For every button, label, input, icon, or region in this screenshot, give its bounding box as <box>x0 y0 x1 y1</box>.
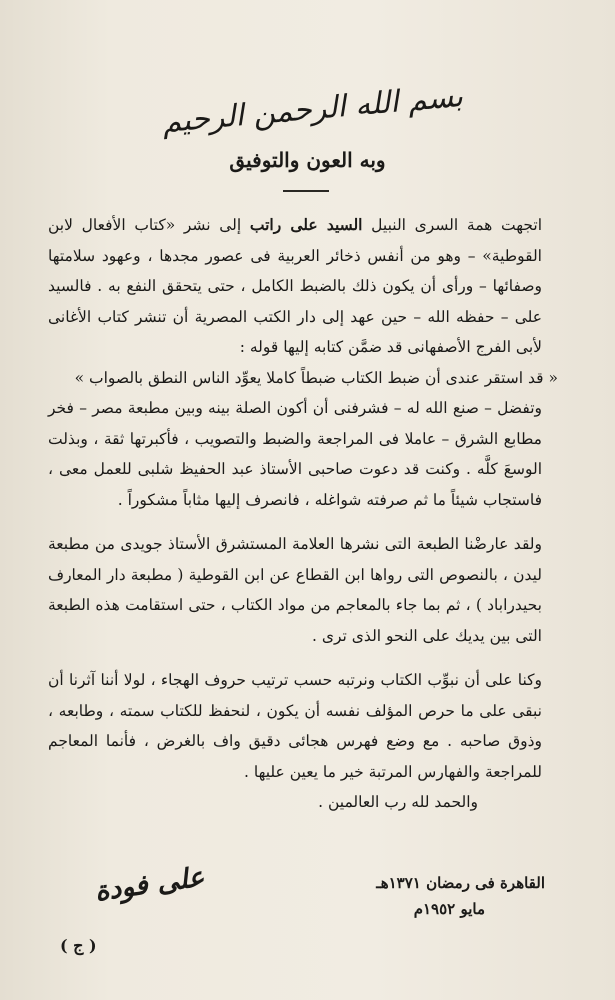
paragraph-1 <box>48 210 558 363</box>
place-date-line-1: القاهرة فى رمضان ١٣٧١هـ <box>376 874 545 892</box>
patron-name: السيد على راتب <box>249 215 363 234</box>
page-number: ( ج ) <box>60 936 97 955</box>
paragraph-3: ولقد عارضْنا الطبعة التى نشرها العلامة المستشرق الأستاذ جويدى من مطبعة ليدن ، بالنصوص التى رواها ابن القطاع عن ابن القوطية ( مطبعة دار المعارف بحيدراباد ) ، ثم بما جاء بالمعاجم من مواد الكتاب ، حتى استقامت هذه الطبعة التى بين يديك على النحو الذى ترى . <box>48 535 542 645</box>
place-date-line-2: مايو ١٩٥٢م <box>413 900 485 918</box>
place-date-block <box>345 870 545 922</box>
body-text <box>48 210 558 818</box>
author-signature: على فودة <box>92 860 207 908</box>
quote-line: « قد استقر عندى أن ضبط الكتاب ضبطاً كاملا يعوِّد الناس النطق بالصواب » <box>74 368 558 387</box>
paragraph-2: وتفضل – صنع الله له – فشرفنى أن أكون الصلة بينه وبين مطبعة مصر – فخر مطابع الشرق – عاملا فى المراجعة والضبط والتصويب ، فأكبرتها ثقة ، وبذلت الوسعَ كلَّه . وكنت قد دعوت صاحبى الأستاذ عبد الحفيظ شلبى للعمل معى ، فاستجاب شيئاً ما ثم صرفته شواغله ، فانصرف إليها مثاباً مشكوراً . <box>48 399 542 509</box>
paragraph-1-post: إلى نشر «كتاب الأفعال لابن القوطية» – وهو من أنفس ذخائر العربية فى عصور مجدها ، وعهود سلامتها وصفائها – ورأى أن يكون ذلك بالضبط الكامل ، حتى يتحقق النفع به . فالسيد على – حفظه الله – حين عهد إلى دار الكتب المصرية أن تنشر كتاب الأغانى لأبى الفرج الأصفهانى قد ضمَّن كتابه إليها قوله : <box>48 216 542 356</box>
closing-praise: والحمد لله رب العالمين . <box>318 793 478 811</box>
basmala-calligraphy: بسم الله الرحمن الرحيم <box>160 78 465 140</box>
paragraph-4: وكنا على أن نبوِّب الكتاب ونرتبه حسب ترتيب حروف الهجاء ، لولا أننا آثرنا أن نبقى على ما حرص المؤلف نفسه أن يكون ، لنحفظ للكتاب سمته ، وطابعه ، وذوق صاحبه . مع وضع فهرس هجائى دقيق واف بالغرض ، فأنما المعاجم للمراجعة والفهارس المرتبة خير ما يعين عليها . <box>48 671 543 781</box>
title-divider <box>283 190 329 192</box>
paragraph-1-pre: اتجهت همة السرى النبيل <box>362 216 543 234</box>
page-subtitle: وبه العون والتوفيق <box>229 148 386 172</box>
